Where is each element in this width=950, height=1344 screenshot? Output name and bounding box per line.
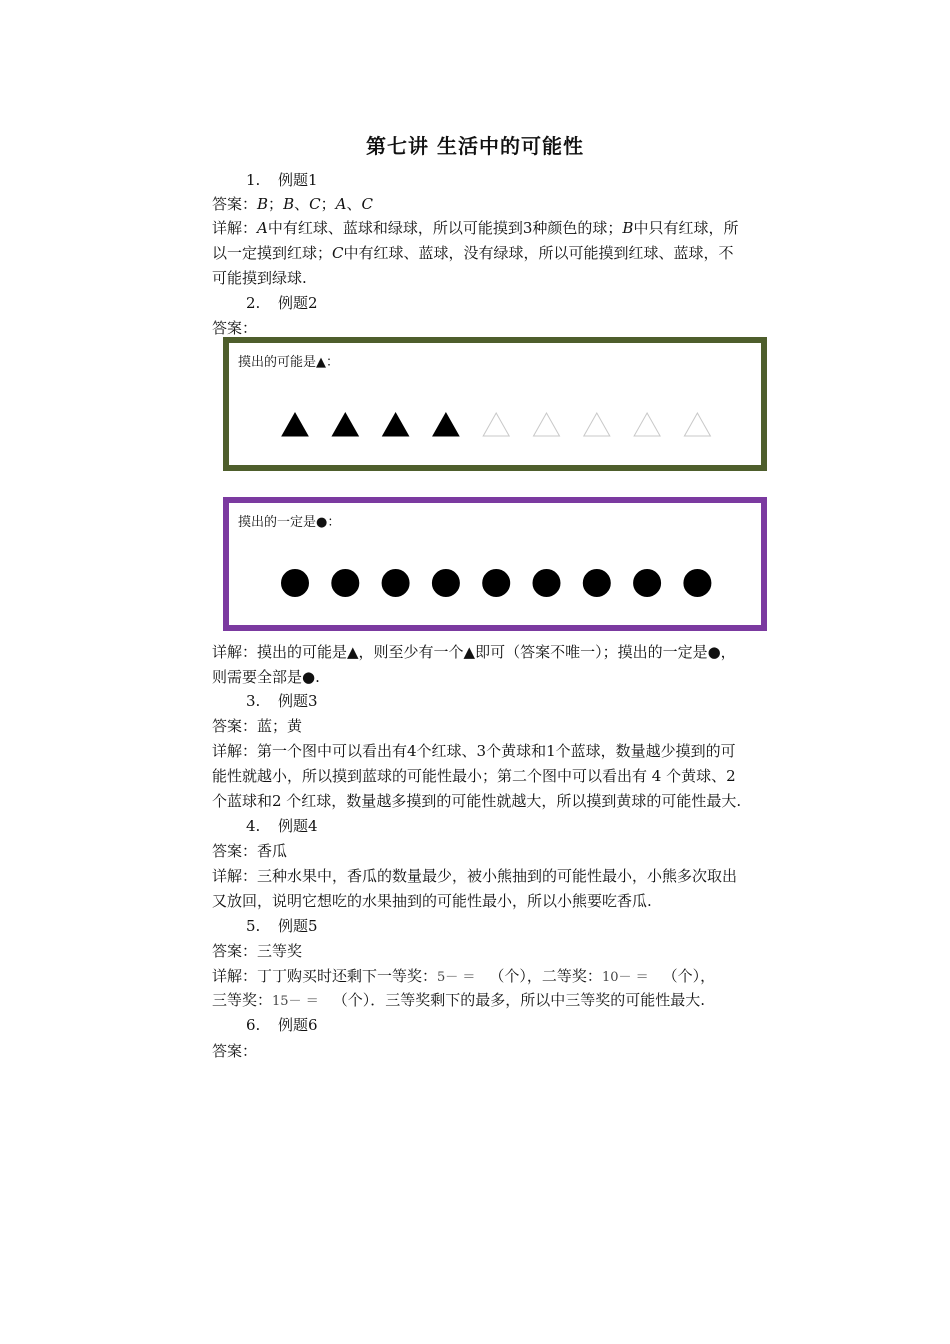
example-3-detail-line-3: 个蓝球和2 个红球，数量越多摸到的可能性就越大，所以摸到黄球的可能性最大. [212, 792, 742, 810]
filled-triangle [433, 413, 459, 436]
filled-circle [583, 570, 610, 597]
example-1-label: 例题1 [278, 171, 318, 189]
example-6-label: 例题6 [278, 1016, 318, 1034]
outline-triangle [483, 413, 509, 436]
example-4-detail-line-2: 又放回，说明它想吃的水果抽到的可能性最小，所以小熊要吃香瓜. [212, 892, 652, 910]
answer-part: A [335, 195, 347, 213]
answer-part: ； [320, 195, 336, 213]
formula-first-prize: 5－ ＝ [437, 970, 476, 985]
example-5-heading [246, 916, 318, 936]
filled-triangle [332, 413, 358, 436]
example-3-heading [246, 691, 318, 711]
answer-part: 、 [346, 195, 362, 213]
filled-circle [282, 570, 309, 597]
example-2-number: 2. [246, 294, 261, 312]
example-2-heading [246, 293, 318, 313]
answer-prefix: 答案： [212, 195, 258, 213]
filled-circle [382, 570, 409, 597]
filled-circle [432, 570, 459, 597]
example-3-answer: 答案：蓝；黄 [212, 717, 303, 735]
circle-row [229, 503, 761, 625]
example-6-heading [246, 1015, 318, 1035]
detail-text: 中有红球、蓝球，没有绿球，所以可能摸到红球、蓝球，不 [343, 244, 734, 262]
answer-part: ； [268, 195, 284, 213]
detail-prefix: 详解： [212, 219, 258, 237]
example-5-number: 5. [246, 917, 261, 935]
detail-text: 以一定摸到红球； [212, 244, 333, 262]
filled-triangle [383, 413, 409, 436]
triangle-answer-box [223, 337, 767, 471]
example-3-detail-line-2: 能性就越小，所以摸到蓝球的可能性最小；第二个图中可以看出有 4 个黄球、2 [212, 767, 736, 785]
example-1-detail-line-1 [212, 218, 738, 238]
filled-circle [483, 570, 510, 597]
answer-part: B [257, 195, 269, 213]
filled-circle [533, 570, 560, 597]
triangle-row [229, 343, 761, 465]
example-5-answer: 答案：三等奖 [212, 942, 303, 960]
example-4-number: 4. [246, 817, 261, 835]
formula-third-prize: 15－ ＝ [272, 994, 319, 1009]
example-2-answer: 答案： [212, 319, 258, 337]
detail-var: B [622, 219, 634, 237]
example-4-heading [246, 816, 318, 836]
example-1-heading [246, 170, 318, 190]
filled-circle [684, 570, 711, 597]
detail-text: 详解：丁丁购买时还剩下一等奖： [212, 967, 438, 985]
detail-text: （个），二等奖： [489, 967, 602, 985]
example-5-detail-line-1 [212, 966, 715, 988]
example-3-number: 3. [246, 692, 261, 710]
answer-part: C [361, 195, 373, 213]
filled-circle [332, 570, 359, 597]
detail-text: （个）， [662, 967, 716, 985]
circle-answer-box [223, 497, 767, 631]
detail-var: C [332, 244, 344, 262]
answer-part: C [309, 195, 321, 213]
formula-second-prize: 10－ ＝ [601, 970, 649, 985]
example-2-detail-line-1: 详解：摸出的可能是▲，则至少有一个▲即可（答案不唯一）；摸出的一定是●， [212, 643, 736, 661]
triangle-box-label: 摸出的可能是▲： [238, 355, 339, 370]
answer-part: 、 [294, 195, 310, 213]
example-3-detail-line-1: 详解：第一个图中可以看出有4个红球、3个黄球和1个蓝球，数量越少摸到的可 [212, 742, 736, 760]
detail-text: 中只有红球，所 [633, 219, 739, 237]
filled-triangle [282, 413, 308, 436]
detail-text: （个）．三等奖剩下的最多，所以中三等奖的可能性最大. [332, 991, 705, 1009]
example-2-detail-line-2: 则需要全部是●. [212, 668, 320, 686]
example-5-label: 例题5 [278, 917, 318, 935]
page-title: 第七讲 生活中的可能性 [366, 134, 584, 158]
outline-triangle [534, 413, 560, 436]
example-1-answer [212, 194, 373, 214]
example-1-detail-line-3: 可能摸到绿球. [212, 269, 307, 287]
example-2-label: 例题2 [278, 294, 318, 312]
example-4-label: 例题4 [278, 817, 318, 835]
outline-triangle [634, 413, 660, 436]
detail-var: A [257, 219, 268, 237]
detail-text: 三等奖： [212, 991, 273, 1009]
detail-text: 中有红球、蓝球和绿球，所以可能摸到3种颜色的球； [267, 219, 623, 237]
filled-circle [634, 570, 661, 597]
outline-triangle [584, 413, 610, 436]
example-4-detail-line-1: 详解：三种水果中，香瓜的数量最少，被小熊抽到的可能性最小，小熊多次取出 [212, 867, 738, 885]
circle-box-label: 摸出的一定是●： [238, 515, 341, 530]
answer-part: B [283, 195, 295, 213]
example-5-detail-line-2 [212, 990, 705, 1012]
example-4-answer: 答案：香瓜 [212, 842, 288, 860]
example-1-detail-line-2 [212, 243, 734, 263]
example-6-number: 6. [246, 1016, 261, 1034]
example-3-label: 例题3 [278, 692, 318, 710]
example-1-number: 1. [246, 171, 261, 189]
example-6-answer: 答案： [212, 1042, 258, 1060]
outline-triangle [684, 413, 710, 436]
